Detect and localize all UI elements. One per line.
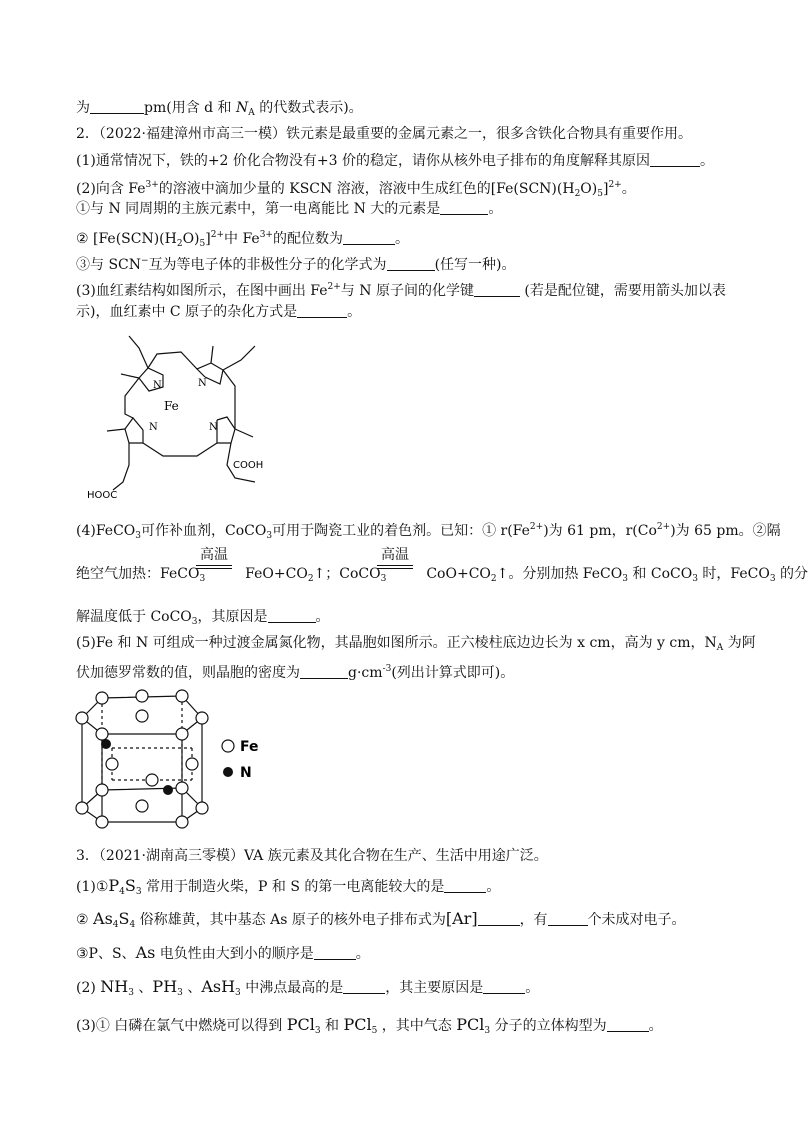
heme-structure-diagram xyxy=(85,330,295,508)
answer-blank xyxy=(314,945,356,960)
answer-blank xyxy=(650,152,700,167)
heme-n-label: N xyxy=(198,378,207,389)
heme-cooh-label: COOH xyxy=(233,460,264,471)
heme-n-label: N xyxy=(209,422,218,433)
question-2-part-5: (5)Fe 和 N 可组成一种过渡金属氮化物，其晶胞如图所示。正六棱柱底边边长为 x cm，高为 y cm，$N_A$ 为阿 xyxy=(76,635,756,653)
answer-blank xyxy=(607,1017,649,1032)
question-2-title: 2．（2022·福建漳州市高三一模）铁元素是最重要的金属元素之一，很多含铁化合物具有重要作用。 xyxy=(76,126,692,142)
question-2-part-2c: ③与 SCN−互为等电子体的非极性分子的化学式为 (任写一种)。 xyxy=(76,256,516,273)
question-2-part-4-reactions: 绝空气加热：FeCO$_3$ $FeO+CO_2↑$；CoCO$_3$ $CoO+CO_2↑$。分别加热 FeCO$_3$ 和 CoCO$_3$ 时，FeCO$_3$ 的分 xyxy=(76,566,808,584)
question-2-part-1: (1)通常情况下，铁的+2 价化合物没有+3 价的稳定，请你从核外电子排布的角度解释其原因 。 xyxy=(76,153,715,169)
question-3-part-4: (2) $NH_3$ 、$PH_3$ 、AsH$_3$ 中沸点最高的是 ，其主要原因是 。 xyxy=(76,977,540,998)
crystal-cell-diagram xyxy=(72,688,272,828)
question-3-part-3: ③P、S、As 电负性由大到小的顺序是 。 xyxy=(76,943,370,962)
answer-blank xyxy=(478,911,520,926)
answer-blank xyxy=(297,303,347,318)
question-2-part-2: (2)向含 $Fe^{3+}$的溶液中滴加少量的 KSCN 溶液，溶液中生成红色的$[Fe(SCN)(H_2O)_5]^{2+}$。 xyxy=(76,180,636,199)
question-2-part-2b: ② $[Fe(SCN)(H_2O)_5]^{2+}$中 $Fe^{3+}$的配位数为 。 xyxy=(76,230,409,249)
text-line: 为 pm(用含 d 和 $N_A$ 的代数式表示)。 xyxy=(76,100,363,118)
heme-n-label: N xyxy=(149,422,158,433)
question-3-title: 3．（2021·湖南高三零模）VA 族元素及其化合物在生产、生活中用途广泛。 xyxy=(76,848,548,864)
question-3-part-5: (3)① 白磷在氯气中燃烧可以得到 PCl$_3$ 和 PCl$_5$ ，其中气态 PCl$_3$ 分子的立体构型为 。 xyxy=(76,1015,663,1036)
answer-blank xyxy=(440,200,488,215)
answer-blank xyxy=(343,979,385,994)
answer-blank xyxy=(343,230,395,245)
answer-blank xyxy=(444,878,486,893)
answer-blank xyxy=(90,99,144,114)
legend-fe-label: Fe xyxy=(240,739,259,755)
reaction-condition: 高温 xyxy=(196,544,232,569)
answer-blank xyxy=(474,282,520,297)
answer-blank xyxy=(548,911,588,926)
legend-fe-marker xyxy=(222,740,234,752)
question-3-part-1: $(1)①P_4S_3$ 常用于制造火柴，P 和 S 的第一电离能较大的是 。 xyxy=(76,876,501,897)
answer-blank xyxy=(300,664,348,679)
legend-n-label: N xyxy=(240,765,252,781)
question-2-part-5-cont: 伏加德罗常数的值，则晶胞的密度为 $g\cdot cm^{-3}$(列出计算式即可)。 xyxy=(76,664,515,681)
answer-blank xyxy=(268,608,316,623)
heme-fe-label: Fe xyxy=(164,399,179,413)
heme-n-label: N xyxy=(153,380,162,391)
question-2-part-4: (4)FeCO$_3$可作补血剂，CoCO$_3$可用于陶瓷工业的着色剂。已知：① $r(Fe^{2+})$为 61 pm，$r(Co^{2+})$为 65 pm。②隔 xyxy=(76,522,781,541)
answer-blank xyxy=(483,979,525,994)
reaction-condition: 高温 xyxy=(377,544,413,569)
heme-hooc-label: HOOC xyxy=(87,490,118,501)
question-2-part-4-cont: 解温度低于 CoCO$_3$，其原因是 。 xyxy=(76,609,330,627)
legend-n-marker xyxy=(223,767,233,777)
question-2-part-2a: ①与 N 同周期的主族元素中，第一电离能比 N 大的元素是 。 xyxy=(76,201,503,217)
question-2-part-3-cont: 示)，血红素中 C 原子的杂化方式是 。 xyxy=(76,304,362,320)
question-3-part-2: ② $As_4S_4$ 俗称雄黄，其中基态 As 原子的核外电子排布式为[Ar] ，有 个未成对电子。 xyxy=(76,909,686,930)
question-2-part-3: (3)血红素结构如图所示，在图中画出 $Fe^{2+}$与 N 原子间的化学键 (若是配位键，需要用箭头加以表 xyxy=(76,282,726,299)
answer-blank xyxy=(387,256,435,271)
